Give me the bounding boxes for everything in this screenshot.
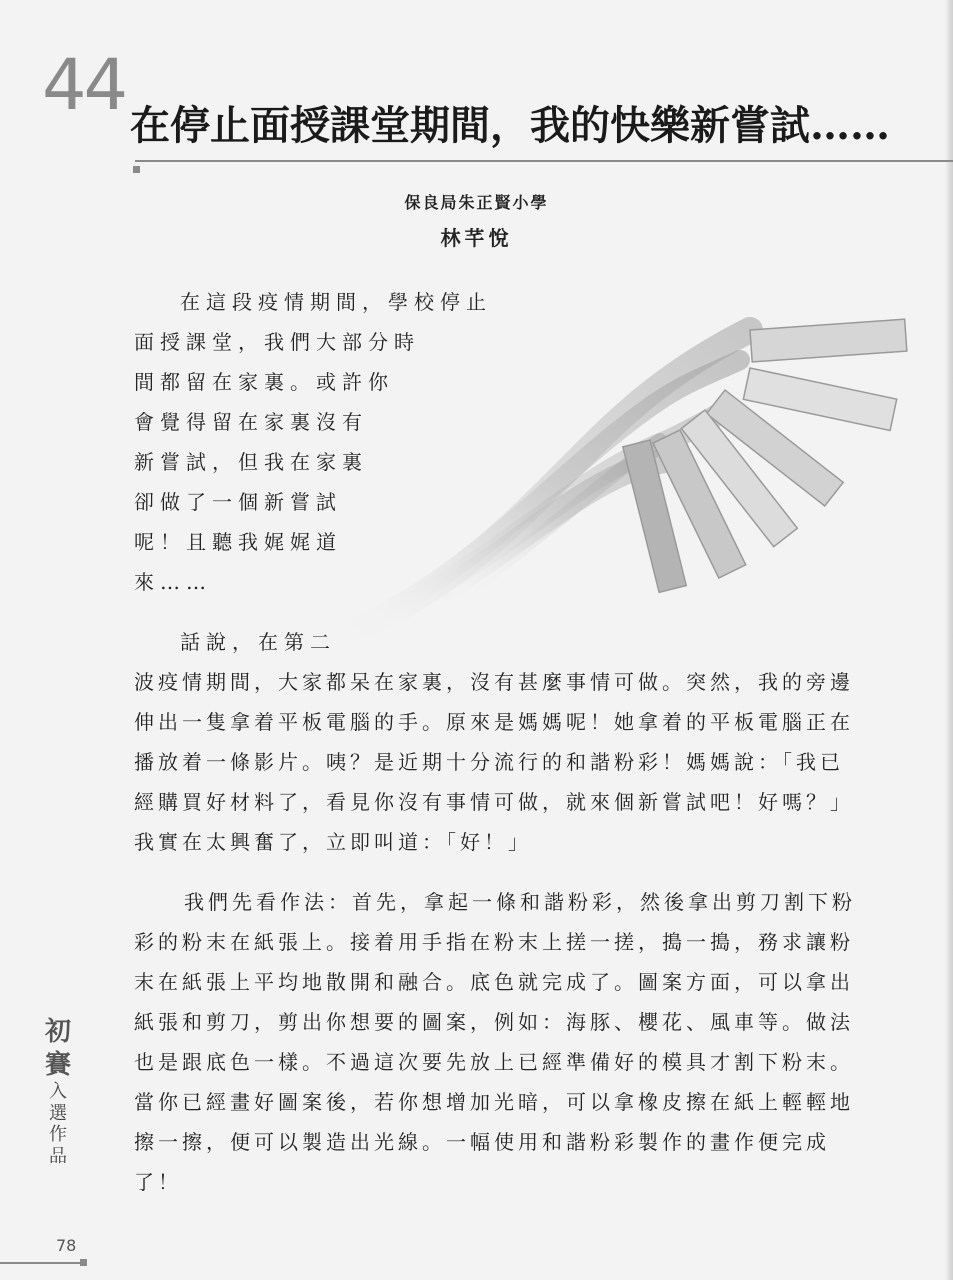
paragraph-2-line-6: 我實在太興奮了，立即叫道：「好！」	[134, 830, 532, 854]
paragraph-2-line-4: 播放着一條影片。咦？是近期十分流行的和諧粉彩！媽媽說：「我已	[134, 750, 844, 774]
paragraph-3-line-8: 了！	[134, 1170, 182, 1194]
side-label-char: 選	[49, 1102, 67, 1124]
side-label-char: 賽	[44, 1049, 71, 1080]
paragraph-1-line-1: 在這段疫情期間，學校停止	[180, 290, 492, 314]
paragraph-3-line-2: 彩的粉末在紙張上。接着用手指在粉末上搓一搓，搗一搗，務求讓粉	[134, 930, 854, 954]
paragraph-1-line-3: 間都留在家裏。或許你	[134, 370, 394, 394]
paragraph-1-line-6: 卻做了一個新嘗試	[134, 490, 342, 514]
chalk-sticks	[623, 319, 907, 592]
paragraph-3-line-5: 也是跟底色一樣。不過這次要先放上已經準備好的模具才割下粉末。	[134, 1050, 854, 1074]
side-label-char: 初	[44, 1017, 71, 1047]
entry-number: 44	[42, 44, 126, 126]
paragraph-2-line-1: 話說，在第二	[180, 630, 336, 654]
paragraph-2-line-5: 經購買好材料了，看見你沒有事情可做，就來個新嘗試吧！好嗎？」	[134, 790, 854, 814]
paragraph-3-line-4: 紙張和剪刀，剪出你想要的圖案，例如：海豚、櫻花、風車等。做法	[134, 1010, 854, 1034]
section-side-label	[38, 1016, 78, 1167]
paragraph-1-line-4: 會覺得留在家裏沒有	[134, 410, 368, 434]
side-label-char: 作	[49, 1124, 67, 1146]
footer-rule	[0, 1262, 80, 1264]
paragraph-1-line-7: 呢！且聽我娓娓道	[134, 530, 342, 554]
paragraph-2-line-2: 波疫情期間，大家都呆在家裏，沒有甚麼事情可做。突然，我的旁邊	[134, 670, 854, 694]
side-label-char: 品	[49, 1145, 67, 1167]
title-underline	[135, 160, 953, 162]
paragraph-1-line-8: 來……	[134, 570, 212, 594]
side-label-char: 入	[49, 1081, 67, 1102]
paragraph-3-line-7: 擦一擦，便可以製造出光線。一幅使用和諧粉彩製作的畫作便完成	[134, 1130, 830, 1154]
paragraph-1-line-2: 面授課堂，我們大部分時	[134, 330, 420, 354]
title-rule-marker	[133, 166, 140, 173]
paragraph-3-line-1: 我們先看作法：首先，拿起一條和諧粉彩，然後拿出剪刀割下粉	[184, 890, 856, 914]
page-number: 78	[56, 1236, 77, 1255]
school-name: 保良局朱正賢小學	[404, 193, 549, 212]
paragraph-1-line-5: 新嘗試，但我在家裏	[134, 450, 368, 474]
author-name: 林芊悅	[440, 226, 513, 250]
paragraph-3-line-6: 當你已經畫好圖案後，若你想增加光暗，可以拿橡皮擦在紙上輕輕地	[134, 1090, 854, 1114]
paragraph-2-line-3: 伸出一隻拿着平板電腦的手。原來是媽媽呢！她拿着的平板電腦正在	[134, 710, 854, 734]
page-title: 在停止面授課堂期間，我的快樂新嘗試……	[130, 102, 890, 149]
paragraph-3-line-3: 末在紙張上平均地散開和融合。底色就完成了。圖案方面，可以拿出	[134, 970, 854, 994]
footer-rule-marker	[80, 1259, 87, 1266]
